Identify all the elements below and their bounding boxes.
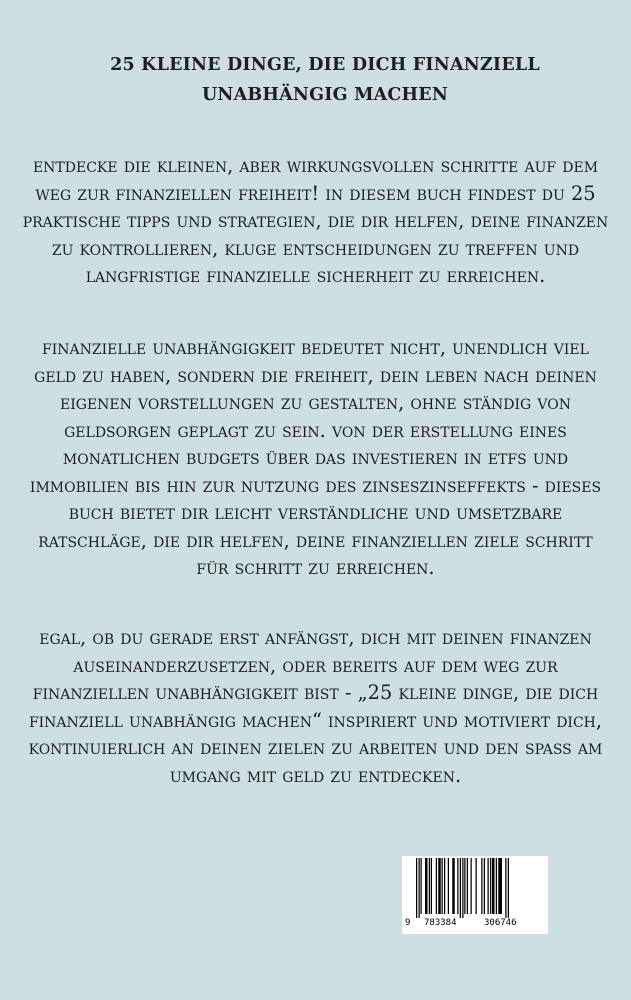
barcode-bar	[460, 858, 461, 918]
barcode-bar	[421, 858, 422, 914]
barcode-bar	[490, 858, 491, 914]
barcode-number	[402, 918, 548, 932]
barcode-bar	[442, 858, 443, 914]
book-title: 25 KLEINE DINGE, DIE DICH FINANZIELL UNABHÄNGIG MACHEN	[110, 55, 540, 105]
barcode-bar	[471, 858, 472, 914]
barcode-bar	[438, 858, 441, 914]
barcode-bar	[431, 858, 432, 914]
barcode-group-1: 783384	[424, 918, 457, 928]
barcode-bar	[467, 858, 468, 914]
barcode-bar	[488, 858, 489, 914]
barcode-bar	[448, 858, 449, 914]
barcode-bar	[425, 858, 428, 914]
description-paragraph-3: egal, ob du gerade erst anfängst, dich mit deinen finanzen auseinanderzusetzen, oder bereits auf dem weg zur finanziellen unabhängigkeit bist - „25 kleine dinge, die dich finanziell unabhängig machen“ inspiriert und motiviert dich, kontinuierlich an deinen zielen zu arbeiten und den spaß am umgang mit geld zu entdecken.	[28, 626, 603, 787]
barcode-bar	[429, 858, 430, 914]
barcode-bar	[444, 858, 445, 914]
barcode-bar	[462, 858, 463, 918]
barcode-bars	[406, 858, 544, 918]
barcode-bar	[476, 858, 477, 914]
barcode-bar	[464, 858, 465, 914]
barcode-bar	[505, 858, 506, 918]
barcode-bar	[508, 858, 509, 918]
barcode-bar	[452, 858, 455, 914]
barcode-group-2: 306746	[484, 918, 517, 928]
barcode-bar	[436, 858, 437, 914]
barcode-bar	[481, 858, 482, 914]
barcode-bar	[496, 858, 497, 914]
barcode-digit-lead: 9	[405, 918, 411, 928]
barcode-bar	[492, 858, 495, 914]
barcode-bar	[498, 858, 502, 914]
barcode-bar	[457, 858, 458, 914]
barcode-bar	[419, 858, 420, 918]
description-paragraph-1: entdecke die kleinen, aber wirkungsvollen schritte auf dem weg zur finanziellen freiheit! in diesem buch findest du 25 praktische tipps und strategien, die dir helfen, deine finanzen zu kontrollieren, kluge entscheidungen zu treffen und langfristige finanzielle sicherheit zu erreichen.	[22, 154, 609, 287]
barcode-bar	[484, 858, 485, 914]
description-paragraph-2: finanzielle unabhängigkeit bedeutet nicht, unendlich viel geld zu haben, sondern die freiheit, dein leben nach deinen eigenen vorstellungen zu gestalten, ohne ständig von geldsorgen geplagt zu sein. von der erstellung eines monatlichen budgets über das investieren in etfs und immobilien bis hin zur nutzung des zinseszinseffekts - dieses buch bietet dir leicht verständliche und umsetzbare ratschläge, die dir helfen, deine finanziellen ziele schritt für schritt zu erreichen.	[29, 336, 602, 579]
isbn-barcode	[402, 856, 548, 934]
barcode-bar	[416, 858, 417, 918]
